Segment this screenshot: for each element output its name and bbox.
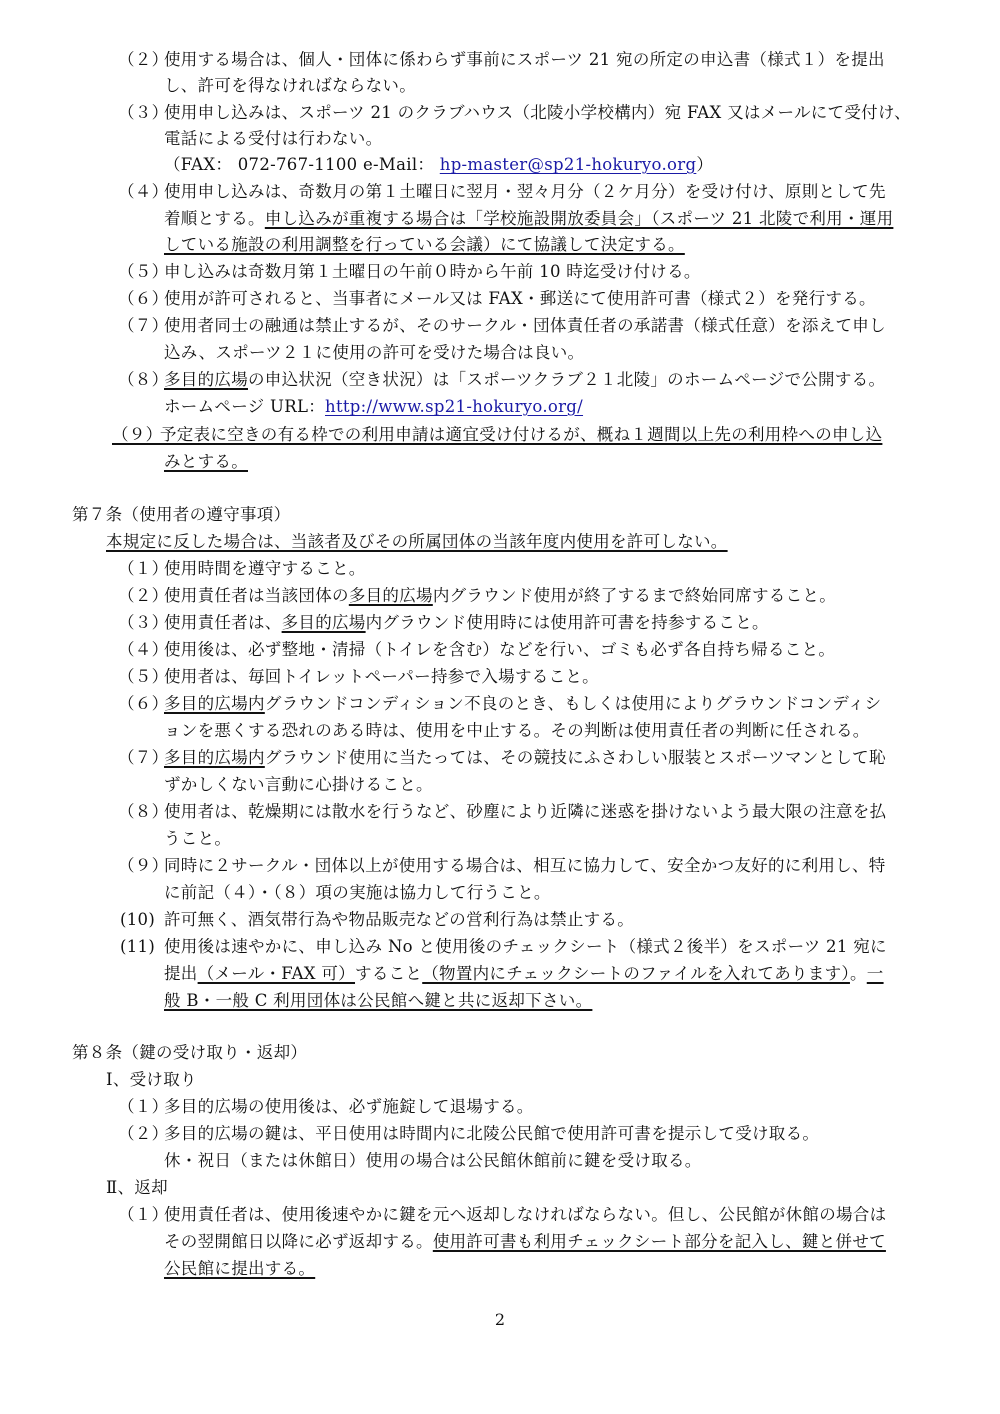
homepage-line bbox=[164, 395, 583, 419]
item-text: 多目的広場の使用後は、必ず施錠して退場する。 bbox=[164, 1097, 534, 1116]
item-text: 申し込みは奇数月第１土曜日の午前０時から午前 10 時迄受け付ける。 bbox=[164, 262, 701, 281]
text-underlined: 多目的広場 bbox=[348, 586, 433, 605]
item-number: （３） bbox=[118, 613, 169, 632]
item-number: （１） bbox=[118, 1205, 169, 1224]
contact-suffix: ） bbox=[696, 155, 714, 174]
item-text: 使用後は、必ず整地・清掃（トイレを含む）などを行い、ゴミも必ず各自持ち帰ること。 bbox=[164, 640, 836, 659]
text-plain: 使用責任者は、 bbox=[164, 613, 282, 632]
item-number: （８） bbox=[118, 802, 169, 821]
item-text bbox=[164, 611, 769, 635]
item-text bbox=[164, 368, 885, 392]
item-text: 使用申し込みは、奇数月の第１土曜日に翌月・翌々月分（２ケ月分）を受け付け、原則として先 bbox=[164, 182, 886, 201]
text-underlined: 多目的広場 bbox=[164, 370, 248, 389]
item-number: （１） bbox=[118, 1097, 169, 1116]
article-heading: 第７条（使用者の遵守事項） bbox=[72, 505, 291, 524]
text-underlined: 使用許可書も利用チェックシート部分を記入し、鍵と併せて bbox=[432, 1232, 886, 1251]
item-number: （８） bbox=[118, 370, 169, 389]
item-number: (11) bbox=[120, 937, 156, 956]
item-text: 使用申し込みは、スポーツ 21 のクラブハウス（北陵小学校構内）宛 FAX 又はメールにて受付け、 bbox=[164, 103, 911, 122]
item-text: 電話による受付は行わない。 bbox=[164, 129, 383, 148]
text-plain: グラウンドコンディション不良のとき、もしくは使用によりグラウンドコンディシ bbox=[264, 694, 882, 713]
item-text bbox=[164, 1230, 886, 1254]
url-label: ホームページ URL： bbox=[164, 397, 326, 416]
item-number: （７） bbox=[118, 748, 169, 767]
email-link[interactable]: hp-master@sp21-hokuryo.org bbox=[439, 155, 697, 174]
text-plain: 。 bbox=[849, 964, 867, 983]
item-number: （３） bbox=[118, 103, 169, 122]
text-plain: 使用責任者は当該団体の bbox=[164, 586, 349, 605]
text-underlined: （メール・FAX 可） bbox=[197, 964, 356, 983]
item-text-underlined: 公民館に提出する。 bbox=[164, 1259, 316, 1278]
item-number: （２） bbox=[118, 586, 169, 605]
item-text: に前記（４）・（８）項の実施は協力して行うこと。 bbox=[164, 883, 551, 902]
homepage-link[interactable]: http://www.sp21-hokuryo.org/ bbox=[325, 397, 584, 416]
item-text: 使用後は速やかに、申し込み No と使用後のチェックシート（様式２後半）をスポーツ 21 宛に bbox=[164, 937, 887, 956]
item-text: 使用時間を遵守すること。 bbox=[164, 559, 366, 578]
text-underlined: 申し込みが重複する場合は「学校施設開放委員会」（スポーツ 21 北陵で利用・運用 bbox=[264, 209, 894, 228]
item-text: し、許可を得なければならない。 bbox=[164, 76, 416, 95]
item-number: （５） bbox=[118, 262, 169, 281]
text-plain: 内グラウンド使用時には使用許可書を持参すること。 bbox=[365, 613, 769, 632]
item-text bbox=[164, 746, 886, 770]
item-number: （２） bbox=[118, 50, 169, 69]
item-text: 使用者は、毎回トイレットペーパー持参で入場すること。 bbox=[164, 667, 599, 686]
item-text: 使用が許可されると、当事者にメール又は FAX・郵送にて使用許可書（様式２）を発行する。 bbox=[164, 289, 876, 308]
contact-prefix: （FAX： 072-767-1100 e-Mail： bbox=[164, 155, 440, 174]
item-text: 使用する場合は、個人・団体に係わらず事前にスポーツ 21 宛の所定の申込書（様式１）を提出 bbox=[164, 50, 885, 69]
item-text: 休・祝日（または休館日）使用の場合は公民館休館前に鍵を受け取る。 bbox=[164, 1151, 702, 1170]
text-underlined: （物置内にチェックシートのファイルを入れてあります） bbox=[422, 964, 850, 983]
item-number: （９） bbox=[118, 856, 169, 875]
item-text: 使用責任者は、使用後速やかに鍵を元へ返却しなければならない。但し、公民館が休館の場合は bbox=[164, 1205, 887, 1224]
item-number: （６） bbox=[118, 289, 169, 308]
item-text bbox=[164, 207, 893, 231]
text-plain: グラウンド使用に当たっては、その競技にふさわしい服装とスポーツマンとして恥 bbox=[264, 748, 886, 767]
item-number: （５） bbox=[118, 667, 169, 686]
item-text: 許可無く、酒気帯行為や物品販売などの営利行為は禁止する。 bbox=[164, 910, 635, 929]
item-text bbox=[164, 692, 881, 716]
item-text: 込み、スポーツ２１に使用の許可を受けた場合は良い。 bbox=[164, 343, 585, 362]
page-number: 2 bbox=[494, 1310, 506, 1329]
text-underlined: 多目的広場内 bbox=[164, 748, 265, 767]
item-number: （２） bbox=[118, 1124, 169, 1143]
item-text-underlined: している施設の利用調整を行っている会議）にて協議して決定する。 bbox=[164, 235, 685, 254]
item-number: （４） bbox=[118, 182, 169, 201]
item-text: うこと。 bbox=[164, 829, 232, 848]
text-plain: 提出 bbox=[164, 964, 198, 983]
article-heading: 第８条（鍵の受け取り・返却） bbox=[72, 1043, 308, 1062]
contact-line bbox=[164, 153, 713, 177]
item-number: （７） bbox=[118, 316, 169, 335]
item-number: （４） bbox=[118, 640, 169, 659]
item-text: ョンを悪くする恐れのある時は、使用を中止する。その判断は使用責任者の判断に任される。 bbox=[164, 721, 870, 740]
text-plain: 着順とする。 bbox=[164, 209, 265, 228]
article-intro: 本規定に反した場合は、当該者及びその所属団体の当該年度内使用を許可しない。 bbox=[106, 532, 728, 551]
item-text: 同時に２サークル・団体以上が使用する場合は、相互に協力して、安全かつ友好的に利用し、特 bbox=[164, 856, 886, 875]
item-text bbox=[164, 962, 884, 986]
text-plain: の申込状況（空き状況）は「スポーツクラブ２１北陵」のホームページで公開する。 bbox=[248, 370, 886, 389]
text-underlined: 一 bbox=[866, 964, 884, 983]
item-text bbox=[164, 584, 836, 608]
item-number: （９） bbox=[112, 425, 163, 444]
item-text-underlined: 予定表に空きの有る枠での利用申請は適宜受け付けるが、概ね１週間以上先の利用枠への申し込 bbox=[160, 425, 883, 444]
text-underlined: 多目的広場内 bbox=[164, 694, 265, 713]
item-text: 使用者は、乾燥期には散水を行うなど、砂塵により近隣に迷惑を掛けないよう最大限の注意を払 bbox=[164, 802, 887, 821]
text-plain: その翌開館日以降に必ず返却する。 bbox=[164, 1232, 433, 1251]
item-number: （６） bbox=[118, 694, 169, 713]
text-plain: すること bbox=[355, 964, 423, 983]
text-underlined: 多目的広場 bbox=[281, 613, 366, 632]
subsection-heading: Ⅰ、受け取り bbox=[106, 1070, 197, 1089]
item-number: （１） bbox=[118, 559, 169, 578]
item-number: (10) bbox=[120, 910, 156, 929]
item-text-underlined: 般 B・一般 C 利用団体は公民館へ鍵と共に返却下さい。 bbox=[164, 991, 593, 1010]
subsection-heading: Ⅱ、返却 bbox=[106, 1178, 168, 1197]
item-text: ずかしくない言動に心掛けること。 bbox=[164, 775, 433, 794]
item-text-underlined: みとする。 bbox=[164, 452, 248, 471]
item-text: 使用者同士の融通は禁止するが、そのサークル・団体責任者の承諾書（様式任意）を添えて申し bbox=[164, 316, 886, 335]
item-text: 多目的広場の鍵は、平日使用は時間内に北陵公民館で使用許可書を提示して受け取る。 bbox=[164, 1124, 820, 1143]
text-plain: 内グラウンド使用が終了するまで終始同席すること。 bbox=[432, 586, 837, 605]
